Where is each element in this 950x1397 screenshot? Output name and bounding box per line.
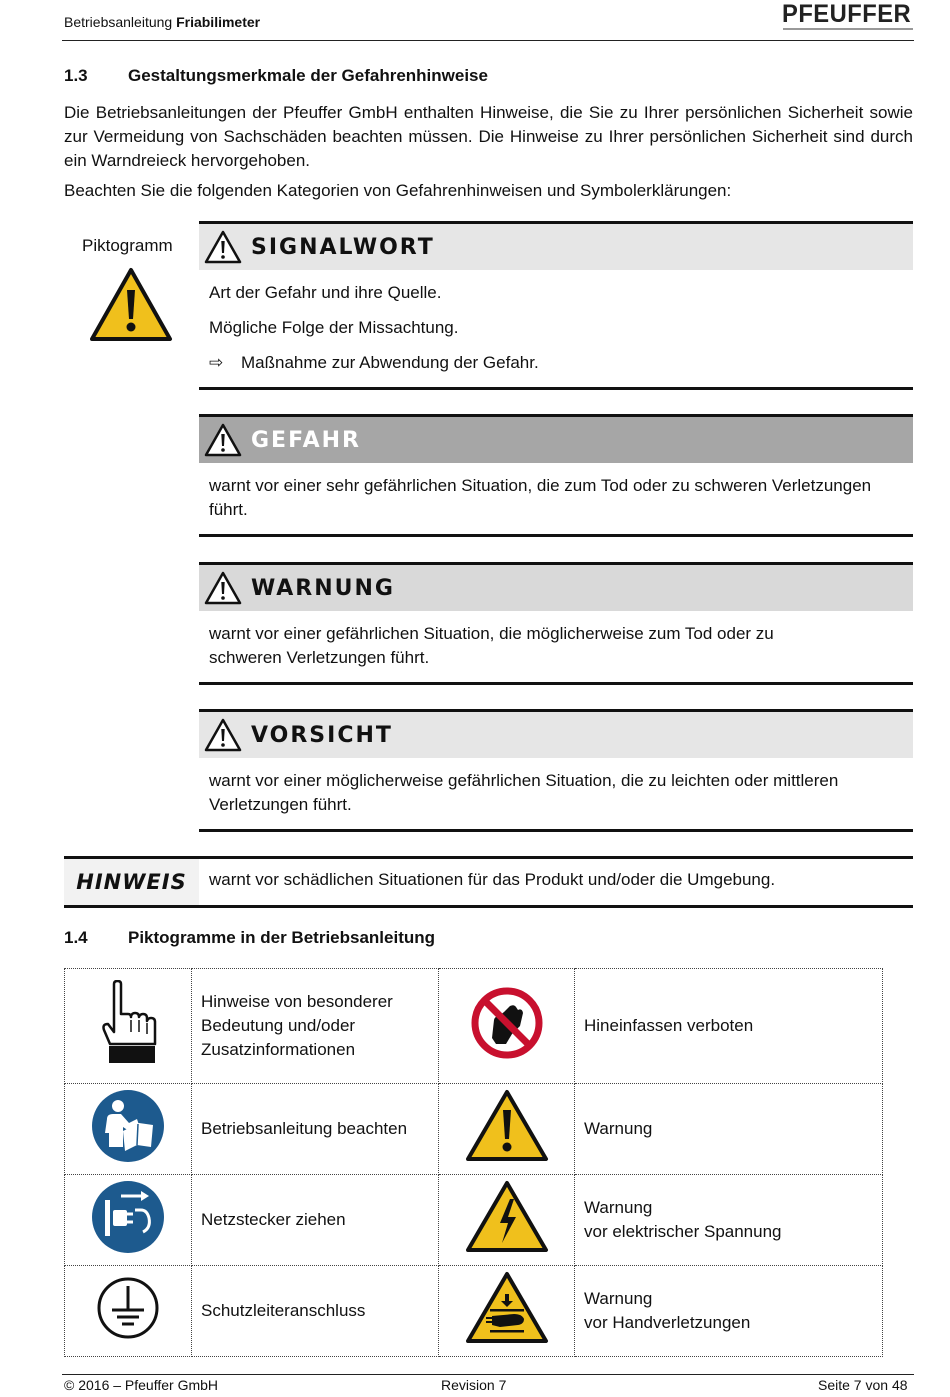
pictogram-desc: Warnung <box>584 1119 653 1138</box>
table-row <box>65 1266 883 1357</box>
hazard-triangle-icon <box>203 570 243 606</box>
gefahr-label: GEFAHR <box>251 427 361 453</box>
hinweis-band <box>64 859 199 905</box>
footer-divider <box>62 1374 914 1375</box>
doc-prefix: Betriebsanleitung <box>64 14 173 30</box>
footer-page-number: Seite 7 von 48 <box>818 1377 908 1393</box>
pictogram-table <box>64 968 883 1357</box>
read-manual-icon <box>91 1089 165 1163</box>
signalwort-measure: Maßnahme zur Abwendung der Gefahr. <box>241 353 539 372</box>
warning-icon <box>464 1088 550 1164</box>
signalwort-line-3 <box>199 351 913 375</box>
pictogram-desc-sub: vor elektrischer Spannung <box>584 1222 782 1241</box>
hinweis-label: HINWEIS <box>76 870 187 894</box>
section-14-title: Piktogramme in der Betriebsanleitung <box>128 928 436 947</box>
unplug-icon <box>91 1180 165 1254</box>
pictogram-desc: Betriebsanleitung beachten <box>201 1119 408 1138</box>
hazard-triangle-icon <box>203 229 243 265</box>
table-row <box>65 1084 883 1175</box>
no-reaching-in-icon <box>470 986 544 1060</box>
company-logo: PFEUFFER <box>782 0 912 28</box>
gefahr-box <box>199 414 913 537</box>
footer-revision: Revision 7 <box>441 1377 507 1393</box>
ground-icon <box>96 1276 160 1340</box>
warnung-text: warnt vor einer gefährlichen Situation, die möglicherweise zum Tod oder zu schweren Verletzungen führt. <box>209 624 774 667</box>
pictogram-desc: Schutzleiteranschluss <box>201 1301 366 1320</box>
section-13-number: 1.3 <box>64 66 88 85</box>
pictogram-desc: Hineinfassen verboten <box>584 1016 754 1035</box>
signalwort-label: SIGNALWORT <box>251 234 435 260</box>
categories-paragraph: Beachten Sie die folgenden Kategorien von Gefahrenhinweisen und Symbolerklärungen: <box>64 181 732 200</box>
pictogram-desc: Warnung <box>584 1198 653 1217</box>
warnung-label: WARNUNG <box>251 575 395 601</box>
signalwort-line-2: Mögliche Folge der Missachtung. <box>209 318 459 337</box>
warnung-band <box>199 565 913 611</box>
warnung-box <box>199 562 913 685</box>
gefahr-text: warnt vor einer sehr gefährlichen Situation, die zum Tod oder zu schweren Verletzungen führt. <box>209 476 872 519</box>
hinweis-text: warnt vor schädlichen Situationen für das Produkt und/oder die Umgebung. <box>209 870 776 889</box>
doc-title: Friabilimeter <box>176 14 261 30</box>
table-row <box>65 1175 883 1266</box>
arrow-icon: ⇨ <box>209 353 224 372</box>
section-14-number: 1.4 <box>64 928 88 947</box>
intro-paragraph: Die Betriebsanleitungen der Pfeuffer GmbH enthalten Hinweise, die Sie zu Ihrer persönlichen Sicherheit sowie zur Vermeidung von Sachschäden beachten müssen. Die Hinweise zu Ihrer persönlichen Sicherheit sind durch ein Warndreieck hervorgehoben. <box>64 103 913 170</box>
pointing-hand-icon <box>98 980 158 1066</box>
table-row <box>65 969 883 1084</box>
pictogram-label: Piktogramm <box>82 236 173 255</box>
gefahr-band <box>199 417 913 463</box>
warning-icon <box>88 266 174 349</box>
signalwort-line-1: Art der Gefahr und ihre Quelle. <box>209 283 442 302</box>
vorsicht-label: VORSICHT <box>251 722 393 748</box>
header-divider <box>62 40 914 41</box>
pictogram-desc-sub: vor Handverletzungen <box>584 1313 751 1332</box>
pictogram-desc: Warnung <box>584 1289 653 1308</box>
signalwort-box <box>199 221 913 390</box>
logo-underline <box>783 28 913 30</box>
footer-copyright: © 2016 – Pfeuffer GmbH <box>64 1377 219 1393</box>
hand-injury-warning-icon <box>464 1270 550 1346</box>
vorsicht-text: warnt vor einer möglicherweise gefährlichen Situation, die zu leichten oder mittleren Verletzungen führt. <box>209 771 839 814</box>
vorsicht-box <box>199 709 913 832</box>
section-13-title: Gestaltungsmerkmale der Gefahrenhinweise <box>128 66 488 85</box>
vorsicht-band <box>199 712 913 758</box>
electric-warning-icon <box>464 1179 550 1255</box>
document-header <box>64 14 260 30</box>
pictogram-desc: Netzstecker ziehen <box>201 1210 346 1229</box>
hazard-triangle-icon <box>203 717 243 753</box>
pictogram-desc: Hinweise von besonderer Bedeutung und/oder Zusatzinformationen <box>201 992 393 1059</box>
hazard-triangle-icon <box>203 422 243 458</box>
signalwort-band <box>199 224 913 270</box>
